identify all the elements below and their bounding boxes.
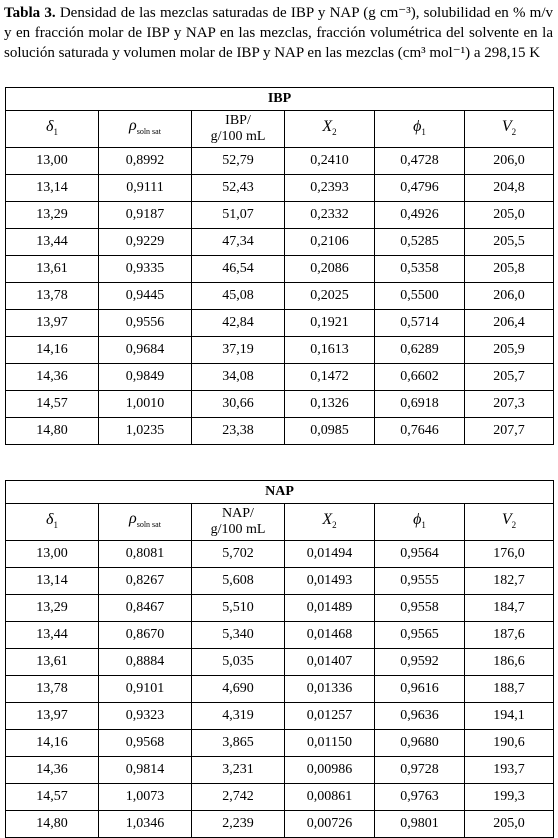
header-solubility <box>192 111 285 148</box>
table-cell: 205,8 <box>465 256 554 283</box>
table-row <box>6 541 554 568</box>
header-solubility <box>192 504 285 541</box>
header-molar-volume-subscript: 2 <box>511 126 517 137</box>
table-cell: 0,9636 <box>375 703 465 730</box>
table-cell: 182,7 <box>465 568 554 595</box>
table-row <box>6 148 554 175</box>
table-cell: 0,1472 <box>285 364 375 391</box>
caption-label: Tabla 3. <box>4 5 56 21</box>
header-solubility-unit: g/100 mL <box>210 129 266 144</box>
table-cell: 45,08 <box>192 283 285 310</box>
table-cell: 13,29 <box>6 595 99 622</box>
table-cell: 5,702 <box>192 541 285 568</box>
table-cell: 14,16 <box>6 730 99 757</box>
table-cell: 0,9680 <box>375 730 465 757</box>
header-density <box>99 111 192 148</box>
table-cell: 0,4796 <box>375 175 465 202</box>
table-row <box>6 202 554 229</box>
table-cell: 205,7 <box>465 364 554 391</box>
table-cell: 4,690 <box>192 676 285 703</box>
header-mole-fraction-subscript: 2 <box>332 126 337 137</box>
header-mole-fraction-symbol: X <box>322 510 333 528</box>
table-cell: 14,57 <box>6 391 99 418</box>
header-volume-fraction-subscript: 1 <box>421 126 426 137</box>
table-cell: 0,9323 <box>99 703 192 730</box>
header-solubility-label: IBP/ <box>225 113 251 128</box>
table-cell: 52,43 <box>192 175 285 202</box>
ibp-table <box>5 87 554 445</box>
header-delta-symbol: δ <box>46 117 54 135</box>
header-delta <box>6 504 99 541</box>
table-cell: 0,9592 <box>375 649 465 676</box>
table-cell: 186,6 <box>465 649 554 676</box>
table-cell: 0,9101 <box>99 676 192 703</box>
table-cell: 187,6 <box>465 622 554 649</box>
table-row <box>6 622 554 649</box>
table-cell: 206,0 <box>465 148 554 175</box>
table-cell: 0,5358 <box>375 256 465 283</box>
table-cell: 0,2106 <box>285 229 375 256</box>
table-row <box>6 811 554 838</box>
table-cell: 0,01150 <box>285 730 375 757</box>
table-cell: 13,00 <box>6 148 99 175</box>
table-row <box>6 364 554 391</box>
table-cell: 0,4926 <box>375 202 465 229</box>
header-density-symbol: ρ <box>129 117 137 135</box>
table-cell: 3,231 <box>192 757 285 784</box>
table-cell: 204,8 <box>465 175 554 202</box>
column-header-row <box>6 504 554 541</box>
header-volume-fraction <box>375 504 465 541</box>
table-cell: 0,01489 <box>285 595 375 622</box>
table-cell: 0,01494 <box>285 541 375 568</box>
header-delta-subscript: 1 <box>53 519 58 530</box>
table-cell: 0,6289 <box>375 337 465 364</box>
header-molar-volume-symbol: V <box>501 117 512 135</box>
table-cell: 0,8670 <box>99 622 192 649</box>
table-cell: 205,0 <box>465 811 554 838</box>
table-cell: 13,44 <box>6 622 99 649</box>
table-cell: 207,3 <box>465 391 554 418</box>
table-cell: 0,01468 <box>285 622 375 649</box>
table-cell: 5,035 <box>192 649 285 676</box>
table-cell: 0,8884 <box>99 649 192 676</box>
table-row <box>6 283 554 310</box>
table-cell: 13,97 <box>6 310 99 337</box>
table-row <box>6 310 554 337</box>
table-cell: 0,00726 <box>285 811 375 838</box>
table-cell: 194,1 <box>465 703 554 730</box>
table-cell: 0,01493 <box>285 568 375 595</box>
table-cell: 14,16 <box>6 337 99 364</box>
table-cell: 0,9849 <box>99 364 192 391</box>
column-header-row <box>6 111 554 148</box>
header-mole-fraction-subscript: 2 <box>332 519 337 530</box>
table-title: IBP <box>6 88 554 111</box>
table-cell: 0,9555 <box>375 568 465 595</box>
table-cell: 51,07 <box>192 202 285 229</box>
table-cell: 0,4728 <box>375 148 465 175</box>
header-volume-fraction-subscript: 1 <box>421 519 426 530</box>
header-density <box>99 504 192 541</box>
table-cell: 199,3 <box>465 784 554 811</box>
table-row <box>6 418 554 445</box>
table-cell: 0,7646 <box>375 418 465 445</box>
table-cell: 0,8467 <box>99 595 192 622</box>
table-cell: 0,5285 <box>375 229 465 256</box>
header-density-subscript: soln sat <box>136 519 161 529</box>
table-cell: 1,0073 <box>99 784 192 811</box>
table-cell: 0,2332 <box>285 202 375 229</box>
table-cell: 0,0985 <box>285 418 375 445</box>
table-cell: 0,9229 <box>99 229 192 256</box>
table-cell: 0,8992 <box>99 148 192 175</box>
header-density-subscript: soln sat <box>136 126 161 136</box>
table-cell: 30,66 <box>192 391 285 418</box>
header-delta-symbol: δ <box>46 510 54 528</box>
table-cell: 0,9801 <box>375 811 465 838</box>
table-cell: 0,6918 <box>375 391 465 418</box>
table-cell: 0,9616 <box>375 676 465 703</box>
table-cell: 0,9728 <box>375 757 465 784</box>
header-molar-volume <box>465 111 554 148</box>
table-cell: 5,510 <box>192 595 285 622</box>
table-cell: 0,9564 <box>375 541 465 568</box>
table-cell: 1,0010 <box>99 391 192 418</box>
table-row <box>6 595 554 622</box>
table-cell: 206,4 <box>465 310 554 337</box>
table-cell: 0,8081 <box>99 541 192 568</box>
table-cell: 0,1326 <box>285 391 375 418</box>
table-cell: 37,19 <box>192 337 285 364</box>
table-cell: 46,54 <box>192 256 285 283</box>
table-cell: 0,9111 <box>99 175 192 202</box>
table-cell: 13,78 <box>6 676 99 703</box>
table-cell: 5,608 <box>192 568 285 595</box>
table-title: NAP <box>6 481 554 504</box>
table-row <box>6 229 554 256</box>
table-cell: 0,9814 <box>99 757 192 784</box>
table-cell: 190,6 <box>465 730 554 757</box>
table-cell: 0,8267 <box>99 568 192 595</box>
table-row <box>6 391 554 418</box>
header-mole-fraction-symbol: X <box>322 117 333 135</box>
table-cell: 0,1921 <box>285 310 375 337</box>
table-row <box>6 757 554 784</box>
table-row <box>6 784 554 811</box>
table-cell: 3,865 <box>192 730 285 757</box>
table-cell: 0,2393 <box>285 175 375 202</box>
table-cell: 193,7 <box>465 757 554 784</box>
table-cell: 34,08 <box>192 364 285 391</box>
table-cell: 0,2410 <box>285 148 375 175</box>
header-molar-volume-symbol: V <box>501 510 512 528</box>
table-cell: 0,9763 <box>375 784 465 811</box>
table-cell: 0,9335 <box>99 256 192 283</box>
table-cell: 205,0 <box>465 202 554 229</box>
header-volume-fraction-symbol: ϕ <box>413 117 422 135</box>
table-cell: 0,9568 <box>99 730 192 757</box>
table-cell: 0,9565 <box>375 622 465 649</box>
table-cell: 2,742 <box>192 784 285 811</box>
table-cell: 4,319 <box>192 703 285 730</box>
header-molar-volume <box>465 504 554 541</box>
table-cell: 5,340 <box>192 622 285 649</box>
table-cell: 0,9187 <box>99 202 192 229</box>
table-cell: 0,5714 <box>375 310 465 337</box>
table-cell: 0,5500 <box>375 283 465 310</box>
table-cell: 205,5 <box>465 229 554 256</box>
table-cell: 0,00861 <box>285 784 375 811</box>
table-cell: 188,7 <box>465 676 554 703</box>
table-cell: 0,9558 <box>375 595 465 622</box>
table-cell: 13,44 <box>6 229 99 256</box>
table-cell: 13,61 <box>6 256 99 283</box>
table-caption <box>4 3 553 63</box>
table-cell: 205,9 <box>465 337 554 364</box>
header-volume-fraction <box>375 111 465 148</box>
table-cell: 184,7 <box>465 595 554 622</box>
table-cell: 13,78 <box>6 283 99 310</box>
table-cell: 47,34 <box>192 229 285 256</box>
table-cell: 13,29 <box>6 202 99 229</box>
table-cell: 14,36 <box>6 364 99 391</box>
header-molar-volume-subscript: 2 <box>511 519 517 530</box>
table-row <box>6 703 554 730</box>
table-cell: 0,9556 <box>99 310 192 337</box>
caption-text: Densidad de las mezclas saturadas de IBP y NAP (g cm⁻³), solubilidad en % m/v y en fracción molar de IBP y NAP en las mezclas, fracción volumétrica del solvente en la solución saturada y volumen molar de IBP y NAP en las mezclas (cm³ mol⁻¹) a 298,15 K <box>4 5 553 61</box>
header-solubility-unit: g/100 mL <box>210 522 266 537</box>
table-cell: 0,2086 <box>285 256 375 283</box>
table-cell: 206,0 <box>465 283 554 310</box>
table-cell: 14,36 <box>6 757 99 784</box>
table-cell: 1,0346 <box>99 811 192 838</box>
table-cell: 14,80 <box>6 418 99 445</box>
table-cell: 14,80 <box>6 811 99 838</box>
table-cell: 0,2025 <box>285 283 375 310</box>
table-cell: 0,9684 <box>99 337 192 364</box>
table-cell: 14,57 <box>6 784 99 811</box>
table-cell: 13,61 <box>6 649 99 676</box>
table-cell: 0,9445 <box>99 283 192 310</box>
table-row <box>6 337 554 364</box>
table-cell: 207,7 <box>465 418 554 445</box>
table-cell: 0,01257 <box>285 703 375 730</box>
table-row <box>6 256 554 283</box>
table-cell: 42,84 <box>192 310 285 337</box>
table-cell: 13,14 <box>6 568 99 595</box>
header-volume-fraction-symbol: ϕ <box>413 510 422 528</box>
table-cell: 52,79 <box>192 148 285 175</box>
table-row <box>6 676 554 703</box>
table-row <box>6 730 554 757</box>
table-row <box>6 175 554 202</box>
table-cell: 0,01336 <box>285 676 375 703</box>
table-cell: 1,0235 <box>99 418 192 445</box>
table-cell: 176,0 <box>465 541 554 568</box>
table-cell: 13,97 <box>6 703 99 730</box>
table-cell: 0,1613 <box>285 337 375 364</box>
header-delta-subscript: 1 <box>53 126 58 137</box>
header-solubility-label: NAP/ <box>222 506 254 521</box>
table-cell: 13,14 <box>6 175 99 202</box>
table-row <box>6 649 554 676</box>
table-cell: 2,239 <box>192 811 285 838</box>
header-density-symbol: ρ <box>129 510 137 528</box>
header-mole-fraction <box>285 111 375 148</box>
nap-table <box>5 480 554 838</box>
table-cell: 0,00986 <box>285 757 375 784</box>
table-cell: 13,00 <box>6 541 99 568</box>
table-cell: 0,01407 <box>285 649 375 676</box>
table-row <box>6 568 554 595</box>
table-cell: 23,38 <box>192 418 285 445</box>
header-delta <box>6 111 99 148</box>
table-cell: 0,6602 <box>375 364 465 391</box>
header-mole-fraction <box>285 504 375 541</box>
